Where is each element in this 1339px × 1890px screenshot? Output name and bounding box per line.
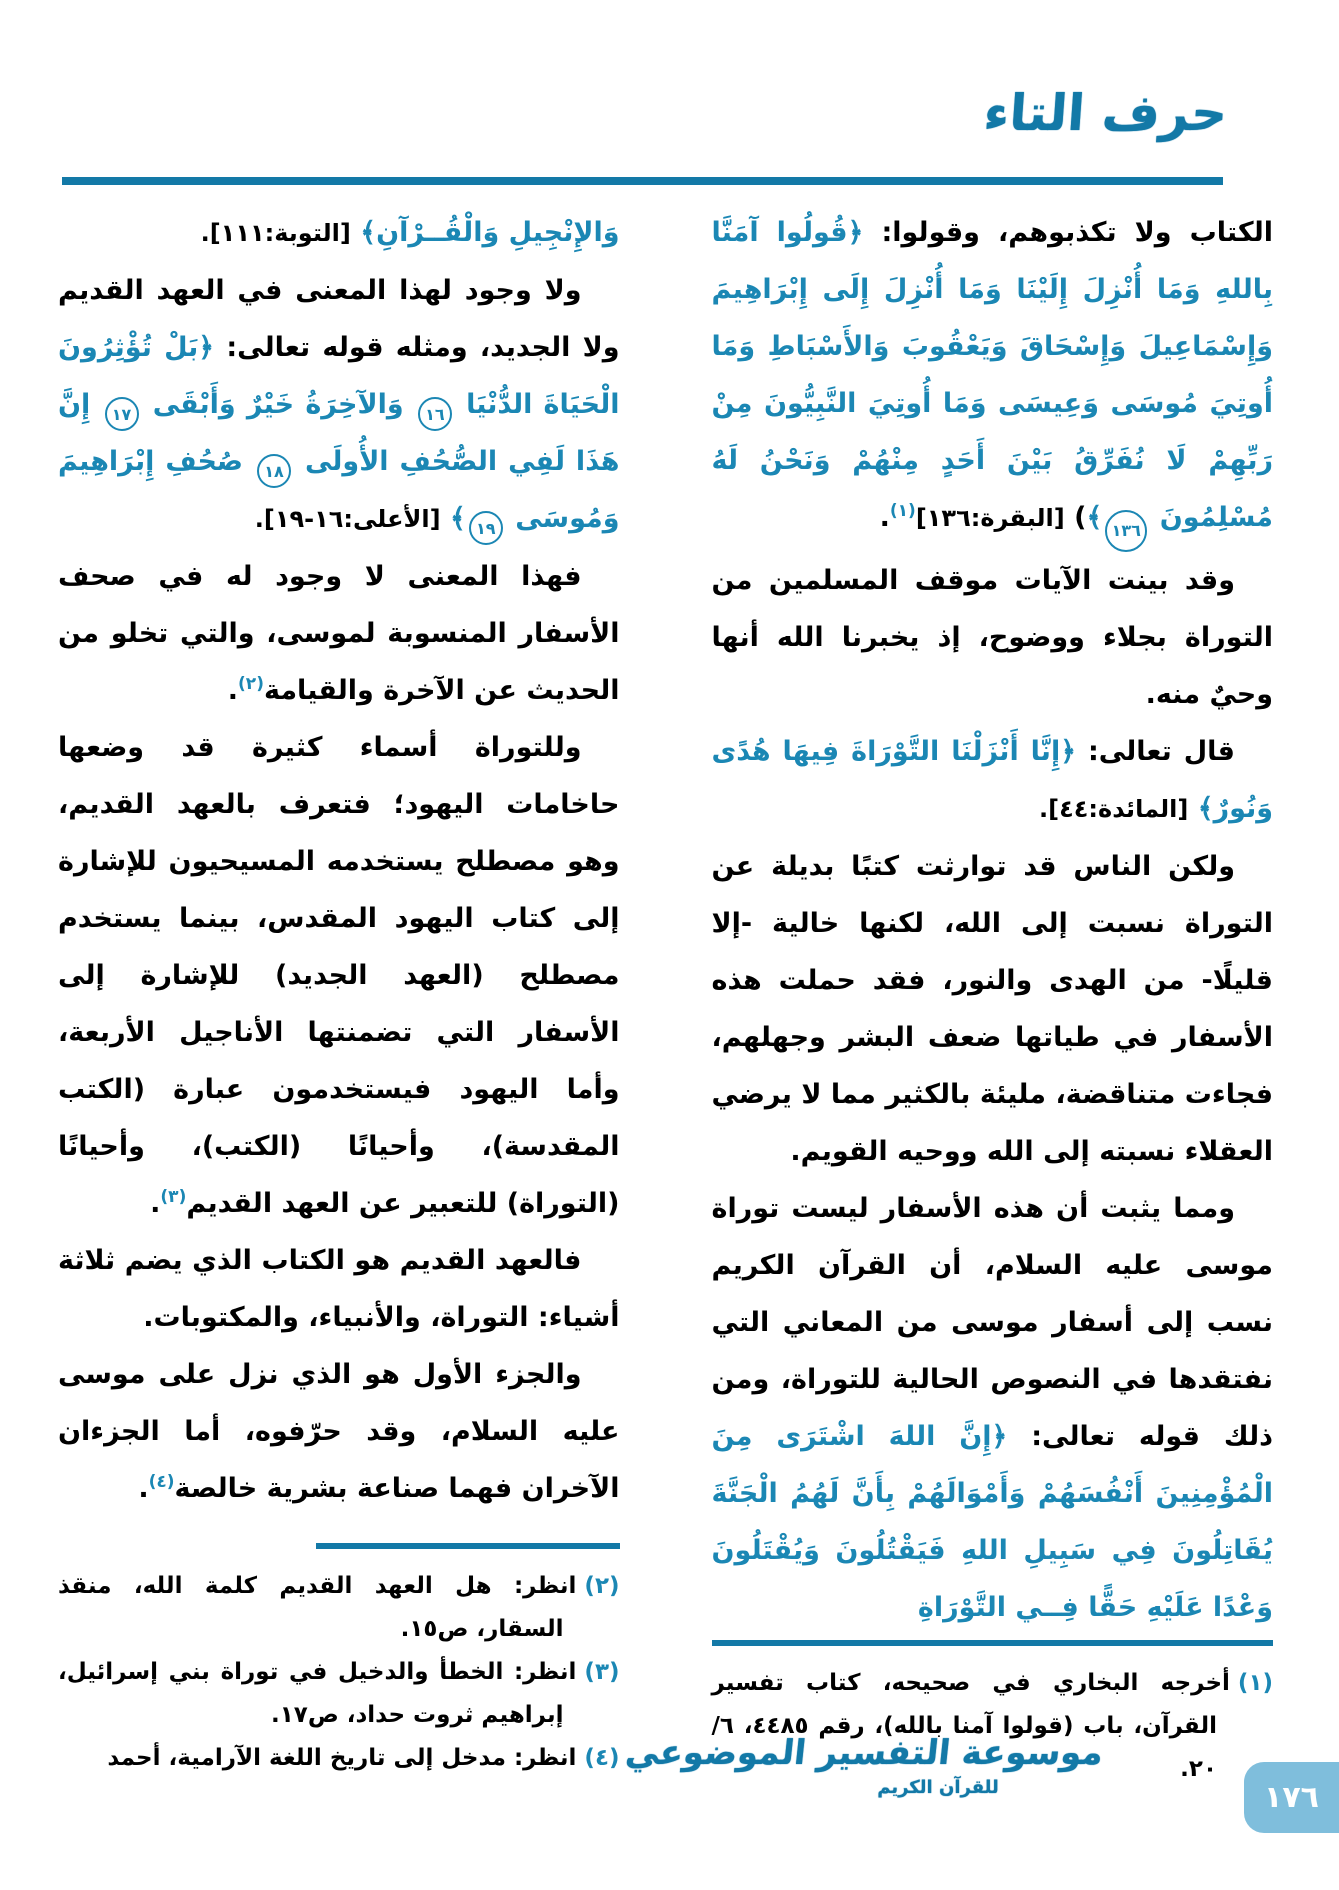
body-text: فهذا المعنى لا وجود له في صحف الأسفار المنسوبة لموسى، والتي تخلو من الحديث عن الآخرة والقيامة	[58, 561, 620, 706]
footnote-ref-4: (٤)	[148, 1472, 175, 1492]
quran-verse: صُحُفِ إِبْرَاهِيمَ وَمُوسَى	[58, 446, 620, 534]
quran-verse: ﴿إِنَّا أَنْزَلْنَا التَّوْرَاةَ فِيهَا هُدًى وَنُورٌ﴾	[711, 736, 1273, 824]
quran-bracket-close: ﴾	[449, 503, 466, 534]
quran-verse: ﴿قُولُوا آمَنَّا بِاللهِ وَمَا أُنْزِلَ إِلَيْنَا وَمَا أُنْزِلَ إِلَى إِبْرَاهِيمَ وَإِسْمَاعِيلَ وَإِسْحَاقَ وَيَعْقُوبَ وَالأَسْبَاطِ وَمَا أُوتِيَ مُوسَى وَعِيسَى وَمَا أُوتِيَ النَّبِيُّونَ مِنْ رَبِّهِمْ لَا نُفَرِّقُ بَيْنَ أَحَدٍ مِنْهُمْ وَنَحْنُ لَهُ مُسْلِمُونَ	[711, 217, 1273, 533]
footnote-marker: (٣)	[584, 1659, 620, 1685]
period: .	[879, 502, 890, 533]
paragraph-continuation	[58, 204, 620, 262]
footnote-section	[58, 1517, 620, 1780]
quran-verse: وَالآخِرَةُ خَيْرٌ وَأَبْقَى	[152, 389, 404, 420]
paragraph	[58, 1346, 620, 1517]
footnote	[58, 1651, 620, 1737]
paragraph	[58, 262, 620, 548]
footnote	[58, 1737, 620, 1780]
publisher-logo-title: موسوعة التفسير الموضوعي	[623, 1733, 1106, 1773]
footnote-separator	[316, 1543, 619, 1549]
paragraph: ولكن الناس قد توارثت كتبًا بديلة عن التوراة نسبت إلى الله، لكنها خالية -إلا قليلًا- من الهدى والنور، فقد حملت هذه الأسفار في طياتها ضعف البشر وجهلهم، فجاءت متناقضة، مليئة بالكثير مما لا يرضي العقلاء نسبته إلى الله ووحيه القويم.	[711, 851, 1273, 1167]
footnote-text: انظر: مدخل إلى تاريخ اللغة الآرامية، أحمد	[107, 1745, 577, 1771]
paragraph: فالعهد القديم هو الكتاب الذي يضم ثلاثة أشياء: التوراة، والأنبياء، والمكتوبات.	[58, 1245, 620, 1333]
ayah-number-badge: ١٧	[105, 397, 139, 431]
quran-bracket-close: ﴾	[1086, 502, 1103, 533]
footnote-text: انظر: الخطأ والدخيل في توراة بني إسرائيل، إبراهيم ثروت حداد، ص١٧.	[58, 1659, 577, 1728]
footnote-text: أخرجه البخاري في صحيحه، كتاب تفسير القرآن، باب (قولوا آمنا بالله)، رقم ٤٤٨٥، ٦/ ٢٠.	[711, 1670, 1230, 1782]
footnote-ref-1: (١)	[889, 501, 916, 521]
paragraph	[712, 1180, 1274, 1636]
paragraph: وقد بينت الآيات موقف المسلمين من التوراة بجلاء ووضوح، إذ يخبرنا الله أنها وحيٌ منه.	[711, 565, 1273, 710]
footnote-ref-2: (٢)	[238, 674, 264, 694]
ayah-number-badge: ١٩	[469, 511, 503, 545]
paragraph-continuation	[712, 204, 1274, 552]
paragraph	[712, 723, 1274, 838]
footnote-marker: (٢)	[584, 1573, 620, 1599]
period: .	[138, 1473, 149, 1504]
ayah-number-badge: ١٣٦	[1105, 510, 1147, 552]
body-text: قال تعالى:	[1076, 736, 1235, 767]
page-number-badge: ١٧٦	[1244, 1762, 1339, 1833]
right-column	[623, 204, 1274, 1791]
paragraph	[58, 548, 620, 719]
footnote	[58, 1565, 620, 1651]
body-text: الكتاب ولا تكذبوهم، وقولوا:	[863, 217, 1273, 248]
header-rule-divider	[62, 177, 1223, 185]
body-text: ولا وجود لهذا المعنى في العهد القديم ولا الجديد، ومثله قوله تعالى:	[58, 275, 620, 363]
footnote-text: انظر: هل العهد القديم كلمة الله، منقذ السقار، ص١٥.	[58, 1573, 577, 1642]
paragraph	[58, 719, 620, 1232]
body-text: ومما يثبت أن هذه الأسفار ليست توراة موسى عليه السلام، أن القرآن الكريم نسب إلى أسفار موسى من المعاني التي نفتقدها في النصوص الحالية للتوراة، ومن ذلك قوله تعالى:	[711, 1193, 1273, 1452]
publisher-logo-subtitle: للقرآن الكريم	[877, 1777, 999, 1798]
period: .	[227, 675, 239, 706]
verse-reference: [التوبة:١١١].	[200, 219, 351, 247]
verse-reference: [البقرة:١٣٦]	[915, 504, 1065, 532]
quran-verse: ﴿بَلْ تُؤْثِرُونَ الْحَيَاةَ الدُّنْيَا	[58, 332, 620, 420]
body-text: وللتوراة أسماء كثيرة قد وضعها حاخامات اليهود؛ فتعرف بالعهد القديم، وهو مصطلح يستخدمه المسيحيون للإشارة إلى كتاب اليهود المقدس، بينما يستخدم مصطلح (العهد الجديد) للإشارة إلى الأسفار التي تضمنتها الأناجيل الأربعة، وأما اليهود فيستخدمون عبارة (الكتب المقدسة)، وأحيانًا (الكتب)، وأحيانًا (التوراة) للتعبير عن العهد القديم	[58, 732, 620, 1219]
quran-verse: إِنَّ هَذَا لَفِي الصُّحُفِ الأُولَى	[58, 389, 620, 477]
left-column	[58, 204, 620, 1791]
ayah-number-badge: ١٨	[257, 454, 291, 488]
quran-verse: وَالإِنْجِيلِ وَالْقُــرْآنِ﴾	[360, 217, 620, 248]
footnote-ref-3: (٣)	[160, 1187, 187, 1207]
ayah-number-badge: ١٦	[418, 397, 452, 431]
closing-paren: )	[1074, 502, 1087, 533]
verse-reference: [المائدة:٤٤].	[1039, 795, 1189, 823]
quran-verse: ﴿إِنَّ اللهَ اشْتَرَى مِنَ الْمُؤْمِنِينَ أَنْفُسَهُمْ وَأَمْوَالَهُمْ بِأَنَّ لَهُمُ الْجَنَّةَ يُقَاتِلُونَ فِي سَبِيلِ اللهِ فَيَقْتُلُونَ وَيُقْتَلُونَ وَعْدًا عَلَيْهِ حَقًّا فِــي التَّوْرَاةِ	[711, 1421, 1273, 1623]
footnote-marker: (٤)	[584, 1745, 620, 1771]
period: .	[150, 1188, 161, 1219]
publisher-logo	[623, 1733, 1106, 1798]
text-columns	[58, 204, 1273, 1791]
verse-reference: [الأعلى:١٦-١٩].	[254, 505, 441, 533]
footnote-separator	[712, 1640, 1274, 1646]
body-text: والجزء الأول هو الذي نزل على موسى عليه السلام، وقد حرّفوه، أما الجزءان الآخران فهما صناعة بشرية خالصة	[58, 1359, 620, 1504]
chapter-title: حرف التاء	[981, 84, 1230, 142]
footnote-marker: (١)	[1237, 1670, 1273, 1696]
